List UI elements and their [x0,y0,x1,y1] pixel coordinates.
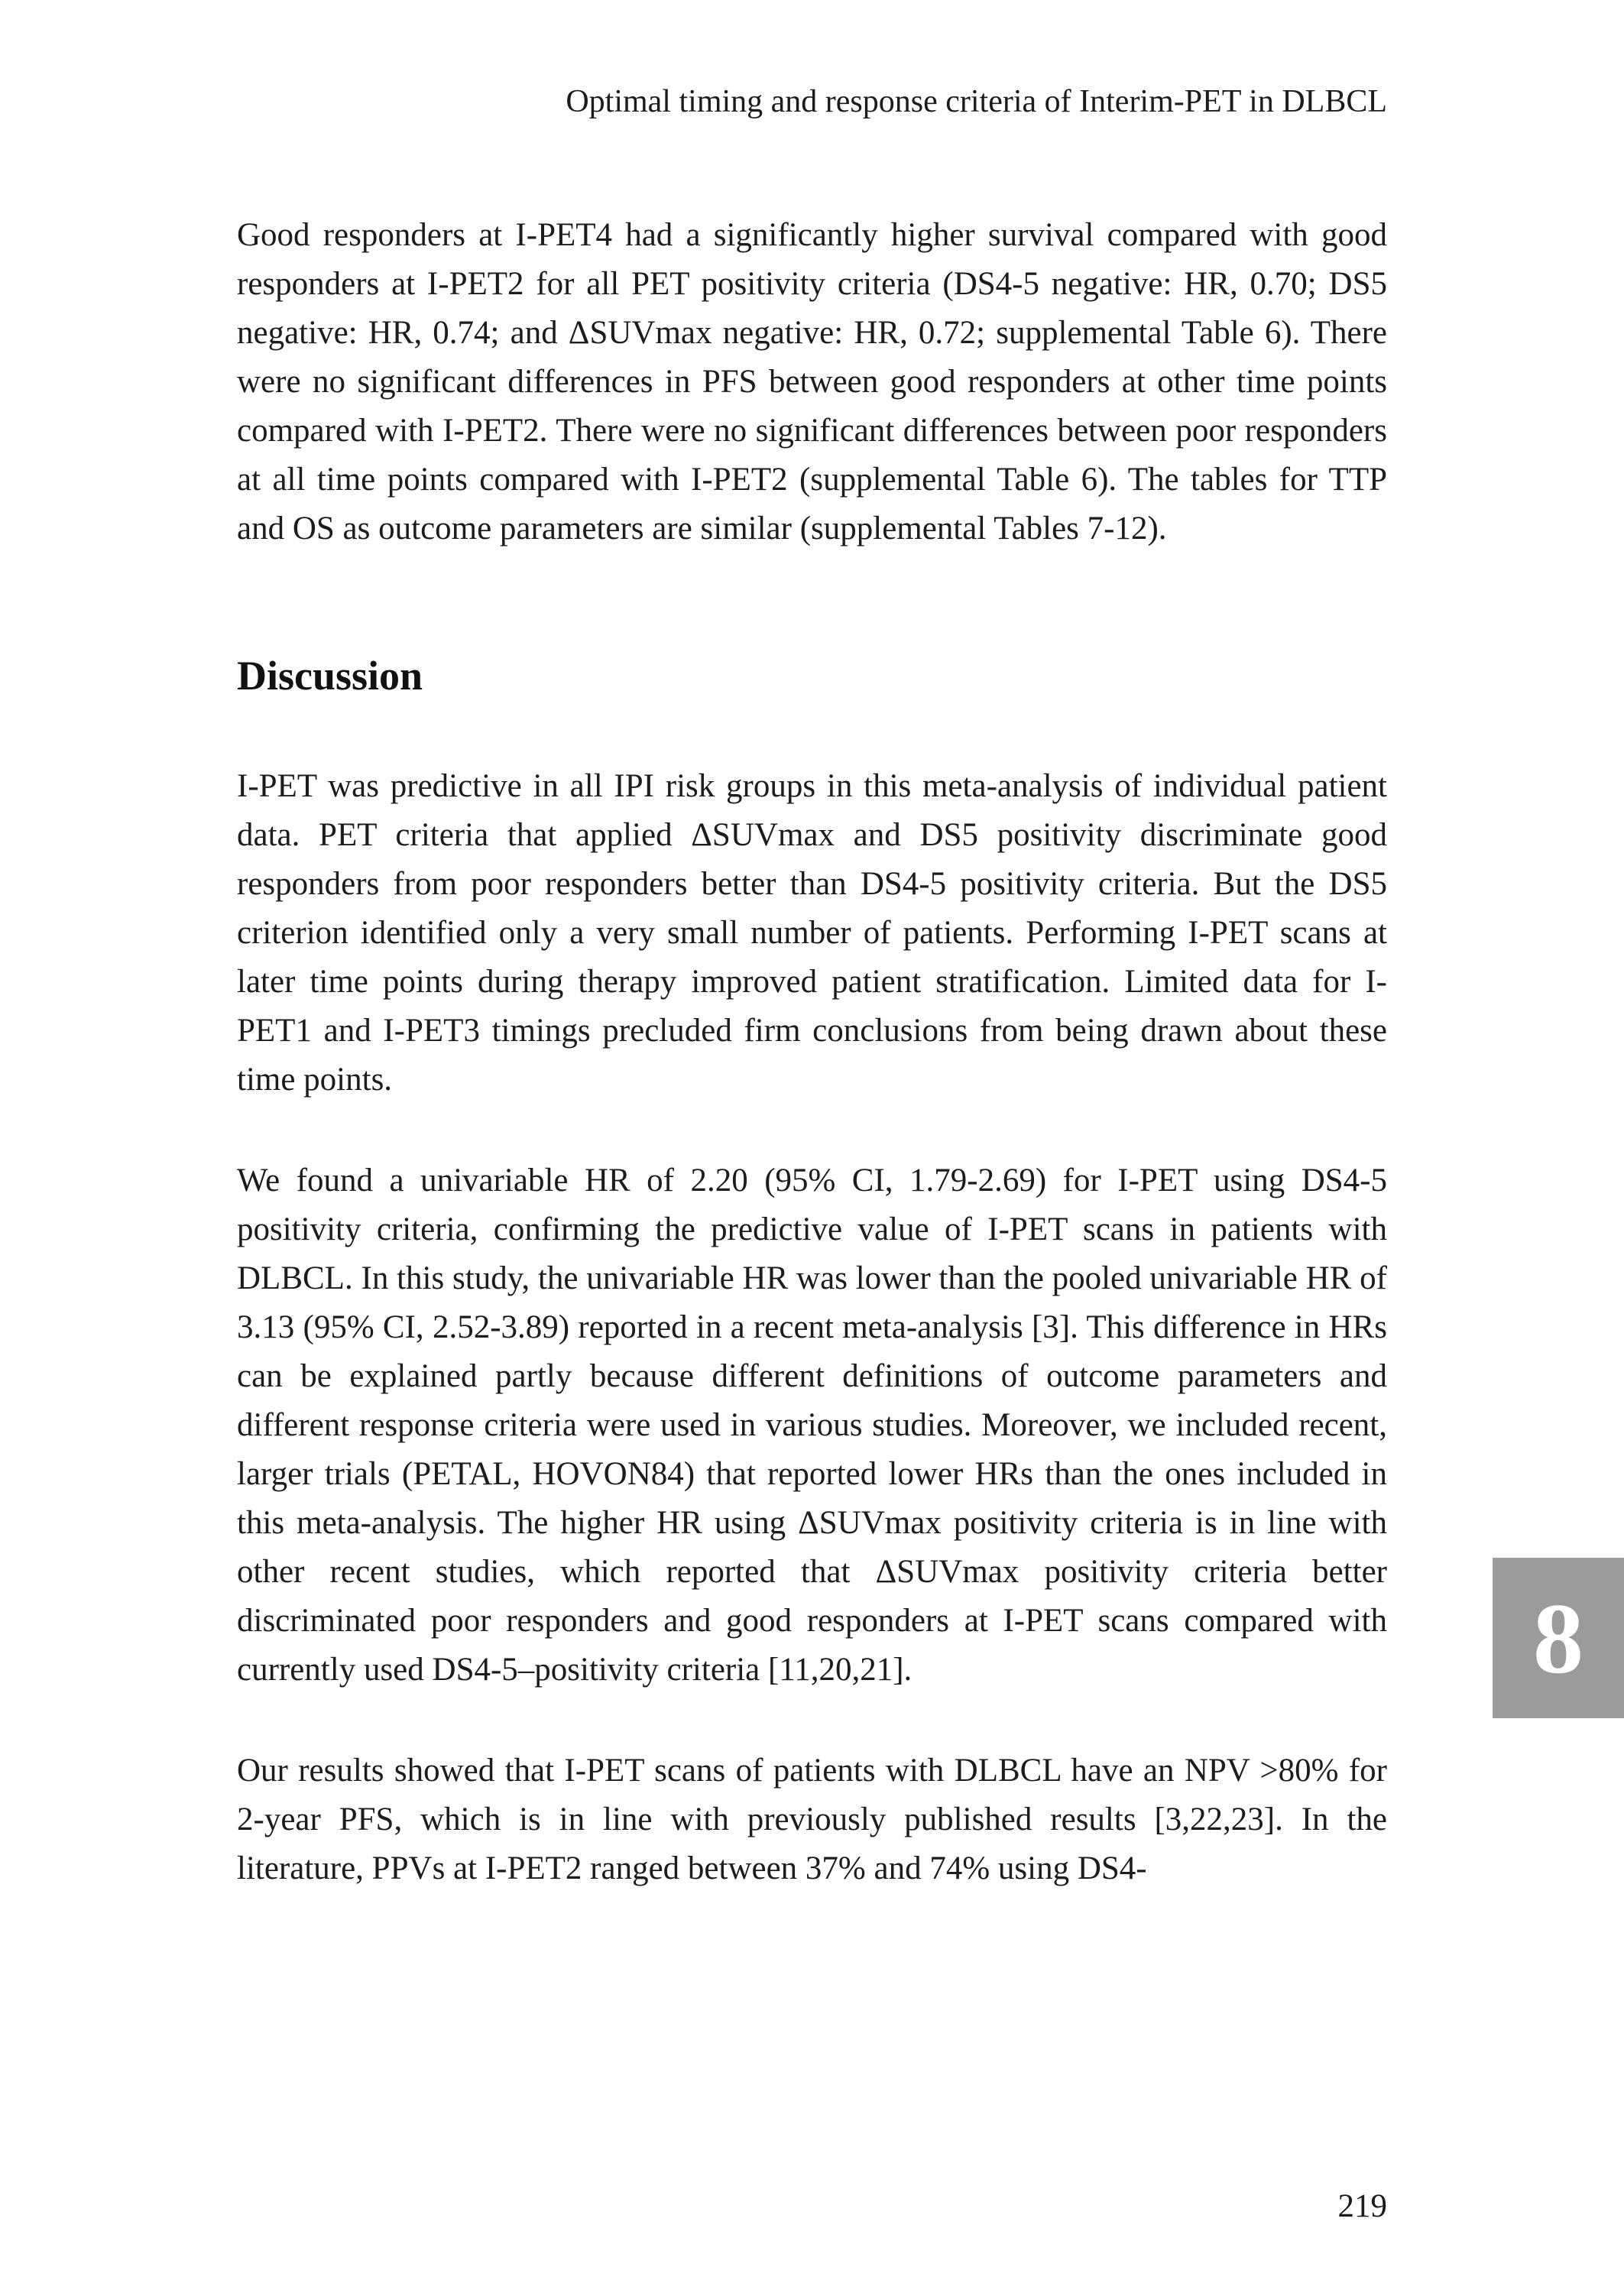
paragraph-discussion-1: I-PET was predictive in all IPI risk groups in this meta-analysis of individual patient data. PET criteria that applied ΔSUVmax and DS5 positivity discriminate good responders from poor responders better than DS4-5 positivity criteria. But the DS5 criterion identified only a very small number of patients. Performing I-PET scans at later time points during therapy improved patient stratification. Limited data for I-PET1 and I-PET3 timings precluded firm conclusions from being drawn about these time points. [237,768,1387,1098]
paragraph-discussion-3: Our results showed that I-PET scans of patients with DLBCL have an NPV >80% for 2-year PFS, which is in line with previously published results [3,22,23]. In the literature, PPVs at I-PET2 ranged between 37% and 74% using DS4- [237,1753,1387,1887]
section-heading-discussion: Discussion [237,653,423,699]
paragraph-discussion-2: We found a univariable HR of 2.20 (95% CI, 1.79-2.69) for I-PET using DS4-5 positivity criteria, confirming the predictive value of I-PET scans in patients with DLBCL. In this study, the univariable HR was lower than the pooled univariable HR of 3.13 (95% CI, 2.52-3.89) reported in a recent meta-analysis [3]. This difference in HRs can be explained partly because different definitions of outcome parameters and different response criteria were used in various studies. Moreover, we included recent, larger trials (PETAL, HOVON84) that reported lower HRs than the ones included in this meta-analysis. The higher HR using ΔSUVmax positivity criteria is in line with other recent studies, which reported that ΔSUVmax positivity criteria better discriminated poor responders and good responders at I-PET scans compared with currently used DS4-5–positivity criteria [11,20,21]. [237,1163,1387,1688]
chapter-number-tab: 8 [1493,1558,1624,1718]
paragraph-results: Good responders at I-PET4 had a significantly higher survival compared with good responders at I-PET2 for all PET positivity criteria (DS4-5 negative: HR, 0.70; DS5 negative: HR, 0.74; and ΔSUVmax negative: HR, 0.72; supplemental Table 6). There were no significant differences in PFS between good responders at other time points compared with I-PET2. There were no significant differences between poor responders at all time points compared with I-PET2 (supplemental Table 6). The tables for TTP and OS as outcome parameters are similar (supplemental Tables 7-12). [237,217,1387,547]
page-number: 219 [1337,2188,1387,2224]
text-column [237,0,1387,1893]
running-header: Optimal timing and response criteria of Interim-PET in DLBCL [566,84,1387,119]
